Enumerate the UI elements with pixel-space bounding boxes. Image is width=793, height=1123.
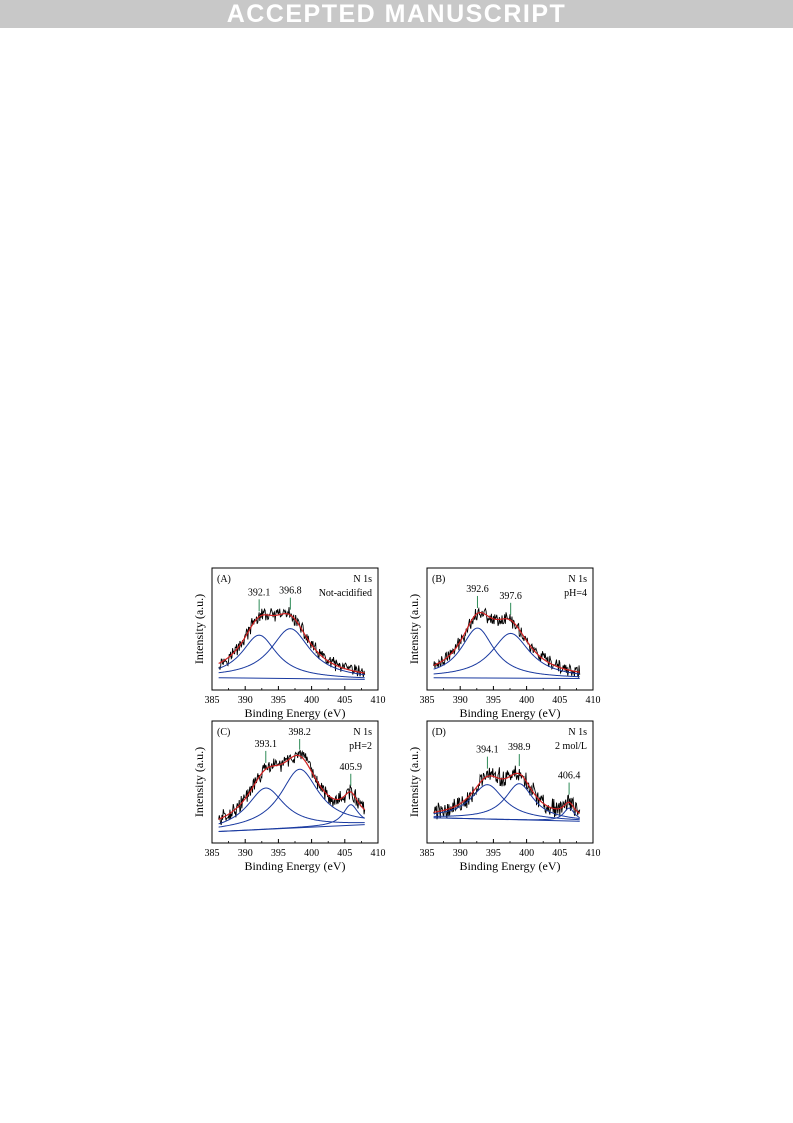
sample-label: pH=4	[564, 588, 587, 599]
plot-frame	[212, 721, 378, 843]
x-tick-label: 405	[552, 695, 568, 706]
peak-label: 397.6	[499, 590, 522, 602]
y-axis-label: Intensity (a.u.)	[192, 746, 206, 818]
y-axis-label: Intensity (a.u.)	[407, 593, 421, 665]
spectrum-panel-d	[407, 721, 601, 873]
baseline-line	[434, 678, 580, 679]
element-label: N 1s	[568, 727, 587, 738]
x-tick-label: 395	[485, 695, 501, 706]
element-label: N 1s	[568, 574, 587, 585]
peak-label: 406.4	[557, 770, 581, 782]
plot-frame	[427, 721, 593, 843]
x-axis-label: Binding Energy (eV)	[244, 706, 346, 720]
x-tick-label: 400	[304, 848, 320, 859]
banner-text: ACCEPTED MANUSCRIPT	[226, 0, 567, 28]
x-tick-label: 385	[204, 848, 220, 859]
x-tick-label: 400	[519, 695, 535, 706]
spectrum-panel-b	[407, 568, 601, 720]
x-tick-label: 400	[304, 695, 320, 706]
x-tick-label: 400	[519, 848, 535, 859]
x-tick-label: 405	[337, 848, 353, 859]
sample-label: pH=2	[349, 741, 372, 752]
peak-label: 405.9	[339, 761, 363, 773]
x-tick-label: 390	[452, 695, 468, 706]
x-tick-label: 410	[585, 848, 601, 859]
x-axis-label: Binding Energy (eV)	[459, 859, 561, 873]
panel-tag: (A)	[217, 574, 231, 585]
x-tick-label: 395	[270, 848, 286, 859]
x-tick-label: 395	[485, 848, 501, 859]
x-tick-label: 410	[370, 848, 386, 859]
panel-tag: (B)	[432, 574, 446, 585]
x-tick-label: 405	[337, 695, 353, 706]
x-tick-label: 405	[552, 848, 568, 859]
y-axis-label: Intensity (a.u.)	[192, 593, 206, 665]
sample-label: 2 mol/L	[555, 741, 587, 752]
element-label: N 1s	[353, 574, 372, 585]
x-tick-label: 390	[237, 848, 253, 859]
peak-label: 398.2	[288, 727, 311, 738]
element-label: N 1s	[353, 727, 372, 738]
sample-label: Not-acidified	[318, 588, 372, 599]
x-tick-label: 410	[370, 695, 386, 706]
x-tick-label: 390	[452, 848, 468, 859]
peak-label: 396.8	[279, 585, 302, 597]
baseline-line	[219, 678, 365, 680]
panel-tag: (D)	[432, 727, 446, 738]
spectrum-panel-a	[192, 568, 386, 720]
envelope-fit	[434, 613, 580, 673]
peak-label: 398.9	[508, 742, 531, 754]
peak-label: 392.1	[247, 587, 271, 599]
x-tick-label: 410	[585, 695, 601, 706]
y-axis-label: Intensity (a.u.)	[407, 746, 421, 818]
spectrum-panel-c	[192, 721, 386, 873]
x-tick-label: 385	[419, 848, 435, 859]
x-tick-label: 385	[419, 695, 435, 706]
x-tick-label: 390	[237, 695, 253, 706]
peak-label: 394.1	[476, 744, 499, 756]
peak-label: 393.1	[254, 738, 278, 750]
x-axis-label: Binding Energy (eV)	[244, 859, 346, 873]
peak-label: 392.6	[466, 583, 489, 595]
x-axis-label: Binding Energy (eV)	[459, 706, 561, 720]
x-tick-label: 385	[204, 695, 220, 706]
panel-tag: (C)	[217, 727, 231, 738]
x-tick-label: 395	[270, 695, 286, 706]
raw-spectrum	[219, 607, 365, 677]
